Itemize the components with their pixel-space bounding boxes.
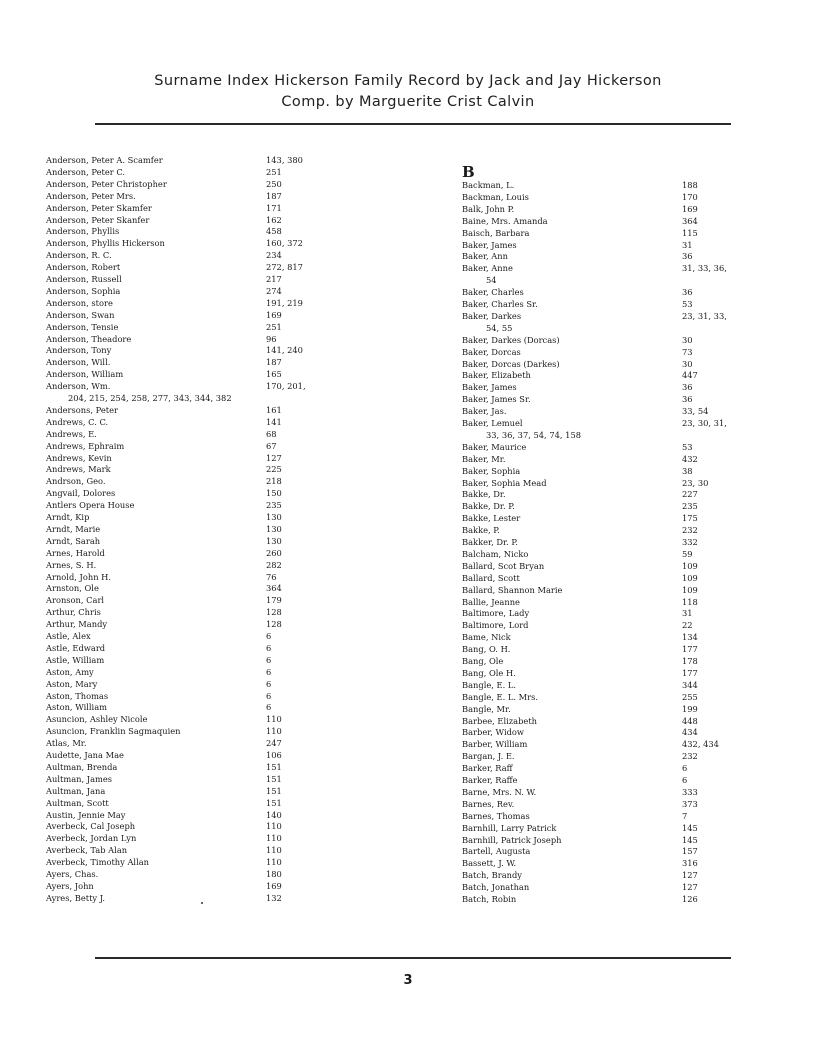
- index-entry-name: Bang, Ole H.: [462, 667, 516, 678]
- index-entry-name: Barne, Mrs. N. W.: [462, 786, 537, 797]
- index-entry-pages: 22: [682, 620, 693, 631]
- index-entry-name: Astle, William: [46, 654, 105, 665]
- index-entry-name: Arndt, Sarah: [46, 535, 101, 546]
- index-entry-name: Ayers, John: [46, 880, 94, 891]
- index-entry-pages: 53: [682, 441, 693, 452]
- index-entry-pages: 109: [682, 560, 698, 571]
- index-entry-name: Baker, James: [462, 239, 517, 250]
- index-entry-name: Bang, Ole: [462, 656, 504, 666]
- index-entry-name: Andersons, Peter: [46, 404, 118, 415]
- index-entry-pages: 128: [266, 607, 282, 618]
- index-entry-pages: 76: [266, 571, 277, 582]
- index-entry-pages: 162: [266, 214, 282, 225]
- index-entry-pages: 6: [682, 775, 688, 785]
- index-entry-pages: 175: [682, 513, 698, 524]
- index-entry-name: Andrson, Geo.: [46, 476, 106, 487]
- index-entry-pages: 110: [266, 857, 282, 868]
- index-entry-pages: 118: [682, 596, 698, 607]
- index-entry-name: Baker, Sophia: [462, 465, 521, 476]
- index-entry-name: Audette, Jana Mae: [46, 750, 124, 760]
- index-entry-pages: 187: [266, 357, 282, 368]
- index-entry-name: Barnhill, Larry Patrick: [462, 822, 557, 833]
- index-entry-name: Anderson, Tensie: [46, 321, 119, 332]
- index-entry-pages: 109: [682, 572, 698, 583]
- index-entry-name: Balcham, Nicko: [462, 548, 529, 559]
- index-entry-name: Batch, Brandy: [462, 870, 522, 881]
- index-entry-name: Baker, James Sr.: [462, 394, 531, 405]
- index-entry-name: Averbeck, Timothy Allan: [46, 857, 150, 868]
- index-entry-pages: 260: [266, 547, 282, 558]
- index-entry-pages: 132: [266, 892, 282, 903]
- index-entry-name: Baker, James: [462, 382, 517, 393]
- index-entry-name: Arnston, Ole: [46, 583, 99, 594]
- index-entry-pages: 143, 380: [266, 155, 303, 165]
- index-entry-pages: 151: [266, 785, 282, 796]
- index-entry-name: Andrews, Kevin: [46, 452, 112, 463]
- index-entry-name: Bame, Nick: [462, 632, 511, 643]
- index-entry-name: Averbeck, Tab Alan: [46, 845, 128, 856]
- index-entry-pages: 53: [682, 299, 693, 309]
- bottom-divider: [95, 957, 731, 959]
- index-entry-name: Arthur, Mandy: [46, 619, 108, 630]
- index-entry-name: Anderson, Phyllis Hickerson: [46, 238, 165, 249]
- index-entry-name: Baker, Darkes (Dorcas): [462, 334, 560, 345]
- index-entry-name: Anderson, Peter Christopher: [46, 178, 167, 189]
- index-entry-pages: 6: [266, 654, 272, 665]
- index-entry-pages: 177: [682, 667, 698, 678]
- index-entry-pages: 134: [682, 632, 698, 643]
- index-entry-pages: 458: [266, 226, 282, 237]
- index-entry-name: Andrews, C. C.: [46, 416, 109, 427]
- index-entry-name: Atlas, Mr.: [46, 738, 87, 749]
- index-entry-name: Baker, Elizabeth: [462, 370, 531, 381]
- index-entry-name: Bangle, E. L.: [462, 679, 517, 690]
- index-entry-name: Arnold, John H.: [46, 571, 112, 582]
- index-entry-name: Batch, Jonathan: [462, 882, 530, 893]
- index-entry-pages: 188: [682, 180, 698, 190]
- index-entry-name: Anderson, Wm.: [46, 381, 111, 392]
- index-entry-name: Anderson, William: [46, 369, 124, 380]
- index-entry-name: Anderson, Peter C.: [46, 166, 126, 177]
- index-entry-name: Anderson, Will.: [46, 357, 111, 368]
- index-entry-name: Anderson, Peter A. Scamfer: [46, 155, 163, 165]
- index-entry-name: Baker, Dorcas (Darkes): [462, 358, 560, 369]
- index-entry-name: Anderson, Theadore: [46, 333, 132, 344]
- index-entry-continuation: 33, 36, 37, 54, 74, 158: [486, 429, 581, 440]
- index-entry-pages: 373: [682, 798, 698, 809]
- index-entry-pages: 232: [682, 751, 698, 762]
- index-entry-name: Arndt, Kip: [46, 512, 90, 522]
- index-entry-name: Bassett, J. W.: [462, 858, 517, 869]
- index-entry-name: Austin, Jennie May: [46, 809, 126, 820]
- index-entry-pages: 31: [682, 608, 693, 619]
- index-title: Surname Index Hickerson Family Record by Jack and Jay Hickerson: [154, 73, 662, 89]
- index-entry-pages: 110: [266, 845, 282, 856]
- index-entry-name: Bangle, Mr.: [462, 703, 511, 714]
- index-entry-pages: 130: [266, 512, 282, 522]
- index-entry-pages: 36: [682, 251, 693, 262]
- index-entry-name: Aultman, James: [46, 773, 113, 784]
- index-entry-name: Barber, Widow: [462, 727, 525, 738]
- page-number: 3: [403, 973, 413, 988]
- index-entry-pages: 68: [266, 428, 277, 439]
- index-entry-name: Baker, Ann: [462, 251, 508, 262]
- index-entry-pages: 364: [266, 583, 282, 594]
- index-entry-pages: 36: [682, 382, 693, 393]
- index-entry-pages: 23, 31, 33,: [682, 310, 727, 321]
- index-entry-pages: 447: [682, 370, 698, 381]
- index-entry-pages: 217: [266, 274, 282, 284]
- index-entry-pages: 36: [682, 394, 693, 405]
- index-entry-name: Averbeck, Jordan Lyn: [46, 833, 137, 844]
- index-entry-pages: 432, 434: [682, 739, 719, 750]
- index-entry-continuation: 54: [486, 275, 497, 286]
- index-entry-pages: 332: [682, 537, 698, 547]
- index-entry-name: Anderson, Sophia: [46, 285, 121, 296]
- index-entry-name: Barker, Raff: [462, 763, 513, 774]
- index-entry-pages: 274: [266, 285, 282, 296]
- index-entry-name: Andrews, Ephraim: [46, 440, 125, 451]
- index-subtitle: Comp. by Marguerite Crist Calvin: [281, 94, 535, 110]
- index-entry-pages: 151: [266, 773, 282, 784]
- index-entry-name: Averbeck, Cal Joseph: [46, 821, 136, 832]
- index-entry-name: Ayres, Betty J.: [46, 892, 106, 903]
- index-entry-pages: 199: [682, 703, 698, 714]
- scan-speck: [201, 902, 203, 904]
- index-entry-name: Barber, William: [462, 739, 528, 750]
- index-entry-pages: 250: [266, 178, 282, 189]
- index-entry-pages: 23, 30: [682, 477, 709, 488]
- index-entry-pages: 344: [682, 679, 698, 690]
- index-entry-pages: 6: [266, 642, 272, 653]
- index-entry-name: Baker, Jas.: [462, 406, 507, 417]
- index-entry-pages: 67: [266, 440, 277, 451]
- index-entry-name: Astle, Alex: [46, 631, 91, 641]
- index-entry-pages: 218: [266, 476, 282, 487]
- index-entry-name: Bakke, P.: [462, 525, 500, 536]
- index-entry-pages: 127: [266, 452, 282, 463]
- index-entry-pages: 140: [266, 809, 282, 820]
- index-entry-name: Anderson, Phyllis: [46, 226, 120, 237]
- index-entry-pages: 6: [682, 763, 688, 774]
- index-entry-pages: 232: [682, 525, 698, 536]
- section-letter: B: [462, 163, 475, 181]
- index-entry-pages: 145: [682, 834, 698, 845]
- index-entry-pages: 127: [682, 870, 698, 881]
- index-entry-name: Baker, Dorcas: [462, 346, 521, 357]
- index-entry-name: Baker, Lemuel: [462, 418, 523, 428]
- index-entry-continuation: 54, 55: [486, 322, 513, 333]
- index-entry-pages: 23, 30, 31,: [682, 418, 727, 428]
- index-entry-continuation: 204, 215, 254, 258, 277, 343, 344, 382: [68, 393, 232, 403]
- index-entry-name: Baltimore, Lady: [462, 608, 530, 619]
- index-entry-pages: 225: [266, 464, 282, 475]
- index-entry-pages: 180: [266, 869, 282, 879]
- index-entry-name: Anderson, R. C.: [46, 250, 112, 261]
- index-entry-pages: 59: [682, 548, 693, 559]
- index-entry-pages: 30: [682, 334, 693, 345]
- index-entry-name: Arnes, Harold: [46, 547, 105, 558]
- index-entry-pages: 255: [682, 691, 698, 702]
- index-entry-name: Anderson, Peter Skamfer: [46, 202, 152, 213]
- index-entry-pages: 170, 201,: [266, 381, 306, 392]
- index-entry-name: Baker, Charles Sr.: [462, 299, 538, 309]
- index-entry-name: Ballard, Scot Bryan: [462, 560, 545, 571]
- index-entry-pages: 448: [682, 715, 698, 726]
- index-entry-pages: 73: [682, 346, 693, 357]
- index-entry-name: Bakke, Lester: [462, 513, 521, 524]
- index-entry-pages: 234: [266, 250, 282, 261]
- index-entry-name: Aultman, Jana: [46, 785, 106, 796]
- index-entry-name: Anderson, Peter Skanfer: [46, 214, 150, 225]
- index-entry-name: Arthur, Chris: [46, 607, 101, 618]
- index-entry-pages: 150: [266, 488, 282, 499]
- index-entry-pages: 6: [266, 690, 272, 701]
- index-entry-name: Bangle, E. L. Mrs.: [462, 691, 539, 702]
- index-entry-pages: 251: [266, 166, 282, 177]
- index-entry-name: Aston, Thomas: [46, 690, 109, 701]
- index-entry-pages: 110: [266, 833, 282, 844]
- index-entry-pages: 7: [682, 810, 688, 821]
- index-entry-name: Baker, Charles: [462, 287, 524, 298]
- index-entry-name: Anderson, Swan: [46, 309, 115, 320]
- index-entry-pages: 36: [682, 287, 693, 298]
- index-entry-name: Baisch, Barbara: [462, 227, 530, 238]
- index-entry-name: Aultman, Scott: [46, 797, 109, 808]
- index-entry-name: Antlers Opera House: [46, 500, 135, 511]
- index-entry-name: Andrews, E.: [46, 428, 97, 439]
- index-entry-name: Anderson, Tony: [46, 345, 112, 356]
- index-entry-pages: 151: [266, 797, 282, 808]
- index-entry-pages: 130: [266, 523, 282, 534]
- index-entry-name: Baker, Mr.: [462, 453, 506, 464]
- index-entry-name: Arndt, Marie: [46, 523, 101, 534]
- index-entry-name: Asuncion, Franklin Sagmaquien: [46, 726, 181, 737]
- index-entry-pages: 145: [682, 822, 698, 833]
- index-entry-name: Barnhill, Patrick Joseph: [462, 834, 562, 845]
- index-entry-pages: 333: [682, 786, 698, 797]
- index-entry-name: Anderson, store: [46, 297, 113, 308]
- index-entry-pages: 151: [266, 761, 282, 772]
- index-entry-pages: 169: [682, 203, 698, 214]
- index-entry-pages: 110: [266, 821, 282, 832]
- index-entry-name: Barnes, Thomas: [462, 810, 530, 821]
- index-entry-pages: 30: [682, 358, 693, 369]
- index-entry-name: Bakke, Dr.: [462, 489, 506, 500]
- index-entry-pages: 161: [266, 404, 282, 415]
- index-entry-name: Baltimore, Lord: [462, 620, 529, 631]
- index-entry-pages: 106: [266, 750, 282, 760]
- index-entry-name: Barbee, Elizabeth: [462, 715, 537, 726]
- index-entry-pages: 38: [682, 465, 693, 476]
- index-entry-pages: 33, 54: [682, 406, 709, 417]
- index-entry-name: Balk, John P.: [462, 203, 515, 214]
- index-entry-pages: 227: [682, 489, 698, 500]
- index-entry-pages: 169: [266, 880, 282, 891]
- index-entry-pages: 157: [682, 846, 698, 857]
- index-entry-pages: 115: [682, 227, 698, 238]
- index-entry-pages: 247: [266, 738, 282, 749]
- index-entry-pages: 191, 219: [266, 297, 303, 308]
- index-entry-name: Baker, Darkes: [462, 310, 522, 321]
- index-entry-name: Bartell, Augusta: [462, 846, 531, 857]
- index-entry-name: Arnes, S. H.: [46, 559, 97, 570]
- index-entry-name: Anderson, Peter Mrs.: [46, 190, 136, 201]
- index-entry-pages: 434: [682, 727, 698, 738]
- index-entry-pages: 110: [266, 726, 282, 737]
- index-entry-name: Backman, Louis: [462, 191, 529, 202]
- index-entry-name: Ballard, Scott: [462, 572, 520, 583]
- index-entry-name: Bakke, Dr. P.: [462, 501, 515, 512]
- index-entry-name: Bang, O. H.: [462, 644, 511, 655]
- index-entry-name: Angvail, Dolores: [46, 488, 116, 499]
- index-entry-name: Bargan, J. E.: [462, 751, 515, 762]
- index-entry-name: Ballie, Jeanne: [462, 596, 520, 607]
- index-entry-pages: 282: [266, 559, 282, 570]
- index-entry-name: Asuncion, Ashley Nicole: [46, 714, 148, 725]
- index-entry-pages: 128: [266, 619, 282, 630]
- index-entry-name: Barker, Raffe: [462, 775, 518, 785]
- index-entry-pages: 110: [266, 714, 282, 725]
- index-entry-name: Ayers, Chas.: [46, 869, 99, 879]
- index-entry-pages: 6: [266, 666, 272, 677]
- index-entry-pages: 179: [266, 595, 282, 606]
- index-entry-pages: 141: [266, 416, 282, 427]
- index-entry-name: Baine, Mrs. Amanda: [462, 215, 548, 226]
- index-entry-name: Anderson, Russell: [46, 274, 122, 284]
- index-entry-pages: 171: [266, 202, 282, 213]
- index-entry-pages: 272, 817: [266, 262, 303, 273]
- index-entry-name: Barnes, Rev.: [462, 798, 515, 809]
- index-entry-name: Anderson, Robert: [46, 262, 121, 273]
- index-entry-pages: 177: [682, 644, 698, 655]
- index-entry-name: Baker, Anne: [462, 263, 513, 274]
- index-entry-name: Aston, Amy: [46, 666, 94, 677]
- index-entry-pages: 169: [266, 309, 282, 320]
- index-entry-name: Baker, Maurice: [462, 441, 527, 452]
- index-entry-name: Andrews, Mark: [46, 464, 111, 475]
- top-divider: [95, 123, 731, 125]
- index-entry-pages: 141, 240: [266, 345, 303, 356]
- index-entry-pages: 235: [266, 500, 282, 511]
- index-entry-pages: 170: [682, 191, 698, 202]
- index-entry-pages: 31, 33, 36,: [682, 263, 727, 274]
- index-entry-pages: 6: [266, 678, 272, 689]
- index-entry-pages: 432: [682, 453, 698, 464]
- index-entry-pages: 127: [682, 882, 698, 893]
- index-entry-pages: 316: [682, 858, 698, 869]
- index-entry-name: Aston, William: [46, 702, 108, 713]
- index-entry-pages: 31: [682, 239, 693, 250]
- index-entry-name: Aronson, Carl: [46, 595, 105, 606]
- index-entry-name: Aultman, Brenda: [46, 761, 118, 772]
- index-entry-pages: 6: [266, 702, 272, 713]
- index-entry-name: Baker, Sophia Mead: [462, 477, 547, 488]
- index-entry-pages: 251: [266, 321, 282, 332]
- index-entry-name: Backman, L.: [462, 180, 515, 190]
- index-entry-pages: 109: [682, 584, 698, 595]
- index-entry-pages: 130: [266, 535, 282, 546]
- index-entry-name: Astle, Edward: [46, 642, 106, 653]
- index-entry-pages: 165: [266, 369, 282, 380]
- index-entry-name: Aston, Mary: [46, 678, 98, 689]
- index-entry-pages: 6: [266, 631, 272, 641]
- index-entry-pages: 160, 372: [266, 238, 303, 249]
- index-entry-pages: 235: [682, 501, 698, 512]
- index-entry-pages: 364: [682, 215, 698, 226]
- index-entry-pages: 126: [682, 894, 698, 904]
- index-entry-pages: 187: [266, 190, 282, 201]
- index-entry-pages: 96: [266, 333, 277, 344]
- index-entry-name: Ballard, Shannon Marie: [462, 584, 563, 595]
- index-entry-name: Batch, Robin: [462, 894, 517, 904]
- index-entry-pages: 178: [682, 656, 698, 666]
- index-entry-name: Bakker, Dr. P.: [462, 537, 518, 547]
